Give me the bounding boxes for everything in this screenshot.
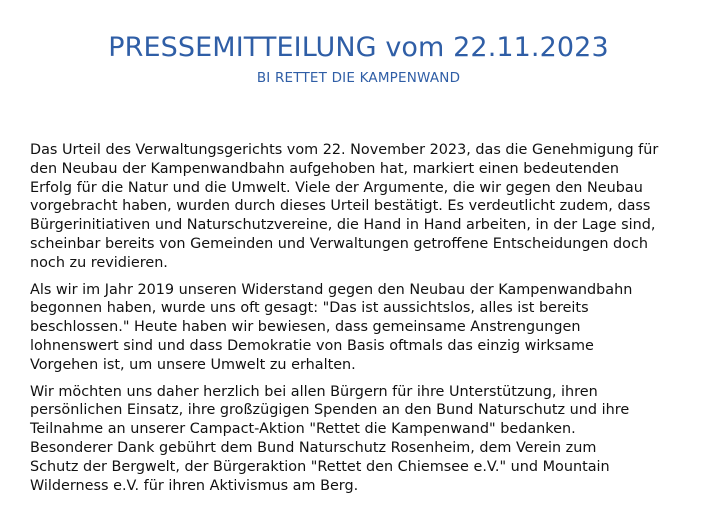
text-line: Das Urteil des Verwaltungsgerichts vom 22. November 2023, das die Genehmigung für (30, 142, 659, 158)
text-line: Teilnahme an unserer Campact-Aktion "Rettet die Kampenwand" bedanken. (30, 421, 576, 438)
text-line: Erfolg für die Natur und die Umwelt. Viele der Argumente, die wir gegen den Neubau (30, 179, 643, 196)
text-line: Wilderness e.V. für ihren Aktivismus am Berg. (30, 477, 359, 494)
paragraph-3 (30, 383, 702, 496)
page-subtitle: BI RETTET DIE KAMPENWAND (256, 70, 461, 86)
text-line: Als wir im Jahr 2019 unseren Widerstand gegen den Neubau der Kampenwandbahn (30, 281, 633, 298)
paragraph-1 (30, 141, 702, 273)
text-line: Vorgehen ist, um unsere Umwelt zu erhalten. (30, 356, 356, 373)
text-line: den Neubau der Kampenwandbahn aufgehoben hat, markiert einen bedeutenden (30, 160, 620, 177)
text-line: vorgebracht haben, wurden durch dieses Urteil bestätigt. Es verdeutlicht zudem, dass (30, 198, 651, 215)
paragraph-2 (30, 281, 702, 375)
text-line: Besonderer Dank gebührt dem Bund Naturschutz Rosenheim, dem Verein zum (30, 439, 597, 456)
body-text (30, 141, 702, 503)
text-line: lohnenswert sind und dass Demokratie von Basis oftmals das einzig wirksame (30, 337, 594, 354)
text-line: noch zu revidieren. (30, 254, 168, 271)
text-line: persönlichen Einsatz, ihre großzügigen Spenden an den Bund Naturschutz und ihre (30, 402, 630, 419)
text-line: scheinbar bereits von Gemeinden und Verwaltungen getroffene Entscheidungen doch (30, 235, 649, 252)
text-line: Wir möchten uns daher herzlich bei allen Bürgern für ihre Unterstützung, ihren (30, 383, 598, 400)
text-line: begonnen haben, wurde uns oft gesagt: "Das ist aussichtslos, alles ist bereits (30, 300, 589, 317)
text-line: beschlossen." Heute haben wir bewiesen, dass gemeinsame Anstrengungen (30, 319, 581, 336)
text-line: Bürgerinitiativen und Naturschutzvereine, die Hand in Hand arbeiten, in der Lage sind, (30, 217, 656, 234)
text-line: Schutz der Bergwelt, der Bürgeraktion "Rettet den Chiemsee e.V." und Mountain (30, 458, 610, 475)
page-title: PRESSEMITTEILUNG vom 22.11.2023 (108, 32, 609, 63)
